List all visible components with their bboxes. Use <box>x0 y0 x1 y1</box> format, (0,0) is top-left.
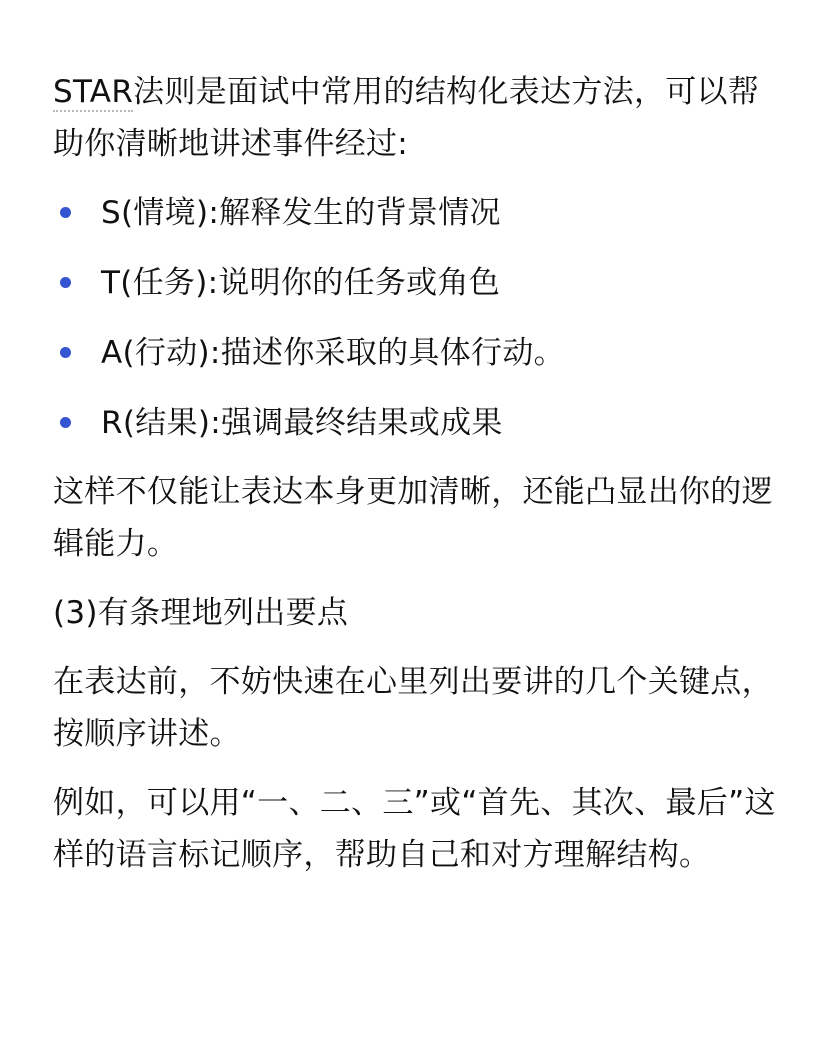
star-term-link[interactable]: STAR <box>53 74 134 110</box>
list-item <box>53 397 776 449</box>
summary-paragraph: 这样不仅能让表达本身更加清晰，还能凸显出你的逻辑能力。 <box>53 474 773 562</box>
star-item-label: R(结果):强调最终结果或成果 <box>101 405 503 441</box>
bullet-icon <box>60 417 71 428</box>
intro-text: 法则是面试中常用的结构化表达方法，可以帮助你清晰地讲述事件经过: <box>53 74 760 162</box>
star-item-label: S(情境):解释发生的背景情况 <box>101 195 501 231</box>
list-item <box>53 187 776 239</box>
list-item <box>53 327 776 379</box>
star-list <box>53 187 776 449</box>
intro-paragraph <box>53 66 776 170</box>
bullet-icon <box>60 277 71 288</box>
star-item-label: A(行动):描述你采取的具体行动。 <box>101 335 565 371</box>
bullet-icon <box>60 207 71 218</box>
star-item-label: T(任务):说明你的任务或角色 <box>101 265 501 301</box>
section-paragraph-1: 在表达前，不妨快速在心里列出要讲的几个关键点，按顺序讲述。 <box>53 664 773 752</box>
section-paragraph-2: 例如，可以用“一、二、三”或“首先、其次、最后”这样的语言标记顺序，帮助自己和对方理解结构。 <box>53 785 776 873</box>
bullet-icon <box>60 347 71 358</box>
list-item <box>53 257 776 309</box>
section-heading: (3)有条理地列出要点 <box>53 595 349 631</box>
